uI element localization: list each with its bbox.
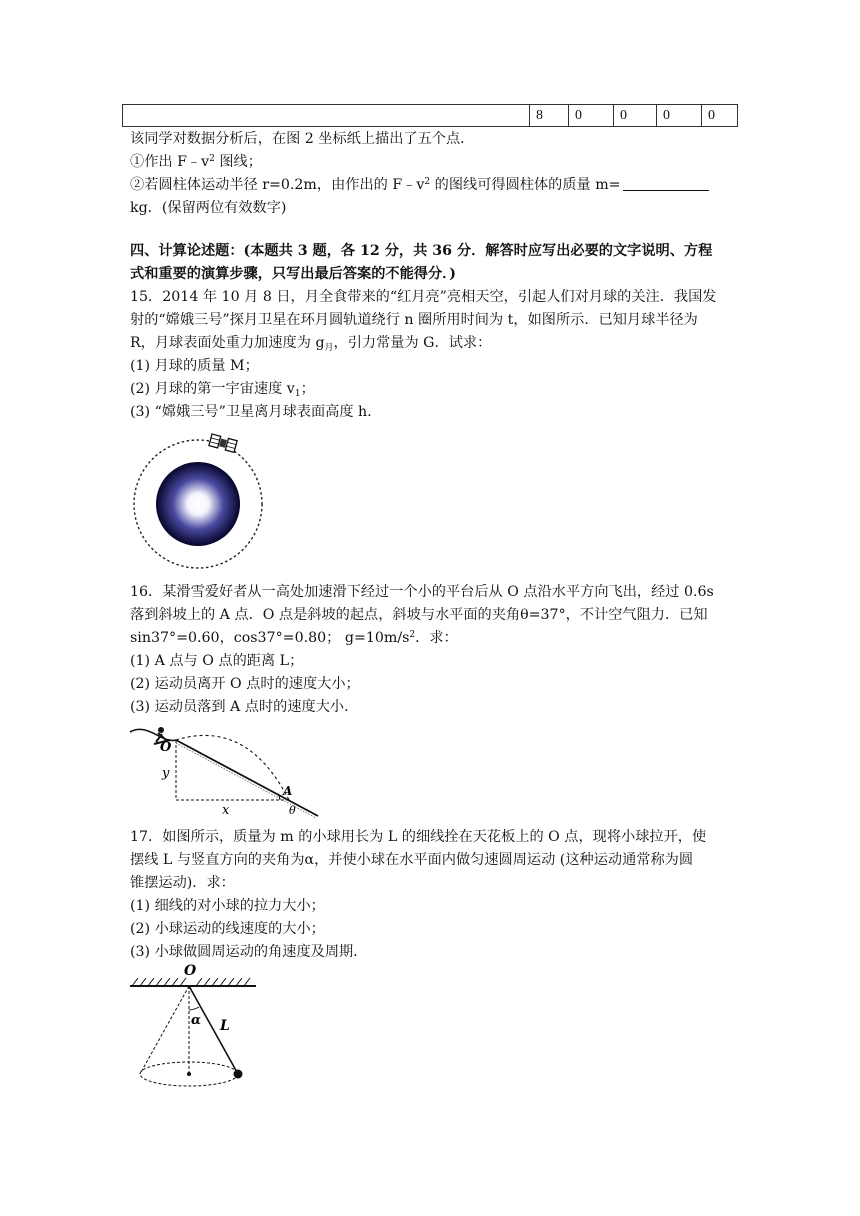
angle-arc	[189, 1007, 199, 1010]
section-heading-cont: 式和重要的演算步骤，只写出最后答案的不能得分．)	[130, 266, 456, 282]
q15-sub1: (1) 月球的质量 M；	[130, 358, 259, 374]
q16-sub1: (1) A 点与 O 点的距离 L；	[130, 653, 304, 669]
label-alpha: α	[191, 1013, 202, 1028]
table-cell: 0	[657, 105, 702, 127]
moon-sphere	[156, 462, 240, 546]
table-row	[123, 105, 738, 127]
q17-line1: 17．如图所示，质量为 m 的小球用长为 L 的细线拴在天花板上的 O 点，现将小球拉开，使	[130, 829, 707, 845]
section-heading: 四、计算论述题：(本题共 3 题，各 12 分，共 36 分．解答时应写出必要的文字说明、方程	[130, 243, 713, 259]
q15-sub3: (3) “嫦娥三号”卫星离月球表面高度 h．	[130, 404, 382, 420]
q17-line2: 摆线 L 与竖直方向的夹角为α，并使小球在水平面内做匀速圆周运动 (这种运动通常称为圆	[130, 852, 694, 868]
q15-line2: 射的“嫦娥三号”探月卫星在环月圆轨道绕行 n 圈所用时间为 t，如图所示．已知月球半径为	[130, 312, 698, 328]
ceiling	[130, 978, 256, 986]
label-y: y	[162, 766, 170, 781]
q17-sub3: (3) 小球做圆周运动的角速度及周期．	[130, 944, 368, 960]
conical-pendulum-figure	[128, 962, 260, 1098]
q17-sub1: (1) 细线的对小球的拉力大小；	[130, 898, 325, 914]
table-cell: 0	[569, 105, 614, 127]
q15-line3: R，月球表面处重力加速度为 $g_月$，引力常量为 G．试求：	[130, 335, 492, 353]
label-l: L	[220, 1018, 230, 1034]
cone-left-edge	[140, 986, 189, 1074]
q16-line3: sin37°=0.60，cos37°=0.80； $g=10m/s^2$．求：	[130, 630, 458, 646]
q16-sub2: (2) 运动员离开 O 点时的速度大小；	[130, 676, 360, 692]
q15-sub2: (2) 月球的第一宇宙速度 $v_1$；	[130, 381, 315, 399]
q14-part2: ②若圆柱体运动半径 r=0.2m，由作出的 $F﹣v^2$ 的图线可得圆柱体的质量 m=	[130, 175, 709, 195]
platform-curve	[130, 729, 176, 740]
q15-line1: 15．2014 年 10 月 8 日，月全食带来的“红月亮”亮相天空，引起人们对月球的关注．我国发	[130, 289, 717, 305]
satellite-icon	[209, 434, 237, 452]
string-l	[189, 986, 238, 1074]
answer-blank	[623, 176, 709, 191]
center-dot	[187, 1072, 191, 1076]
label-o: O	[160, 740, 172, 755]
label-theta: θ	[289, 804, 296, 817]
table-cell	[123, 105, 530, 127]
q16-sub3: (3) 运动员落到 A 点时的速度大小．	[130, 699, 359, 715]
table-cell: 8	[530, 105, 569, 127]
moon-orbit-figure	[128, 426, 270, 574]
pendulum-ball	[234, 1070, 243, 1079]
q14-part1: ①作出 $F﹣v^2$ 图线；	[130, 154, 262, 170]
q16-line2: 落到斜坡上的 A 点．O 点是斜坡的起点，斜坡与水平面的夹角θ=37°，不计空气阻力．已知	[130, 607, 708, 623]
table-cell: 0	[702, 105, 738, 127]
table-cell: 0	[614, 105, 657, 127]
q14-part2-cont: kg．(保留两位有效数字)	[130, 200, 287, 216]
label-a: A	[283, 784, 293, 798]
ski-jump-figure	[128, 718, 323, 820]
q17-line3: 锥摆运动)．求：	[130, 875, 235, 891]
q17-sub2: (2) 小球运动的线速度的大小；	[130, 921, 325, 937]
slope-line	[176, 740, 318, 816]
q14-intro: 该同学对数据分析后，在图 2 坐标纸上描出了五个点．	[130, 131, 475, 147]
data-table	[122, 104, 738, 127]
label-o: O	[184, 963, 197, 979]
label-x: x	[222, 803, 230, 818]
q16-line1: 16．某滑雪爱好者从一高处加速滑下经过一个小的平台后从 O 点沿水平方向飞出，经过 0.6s	[130, 584, 714, 600]
